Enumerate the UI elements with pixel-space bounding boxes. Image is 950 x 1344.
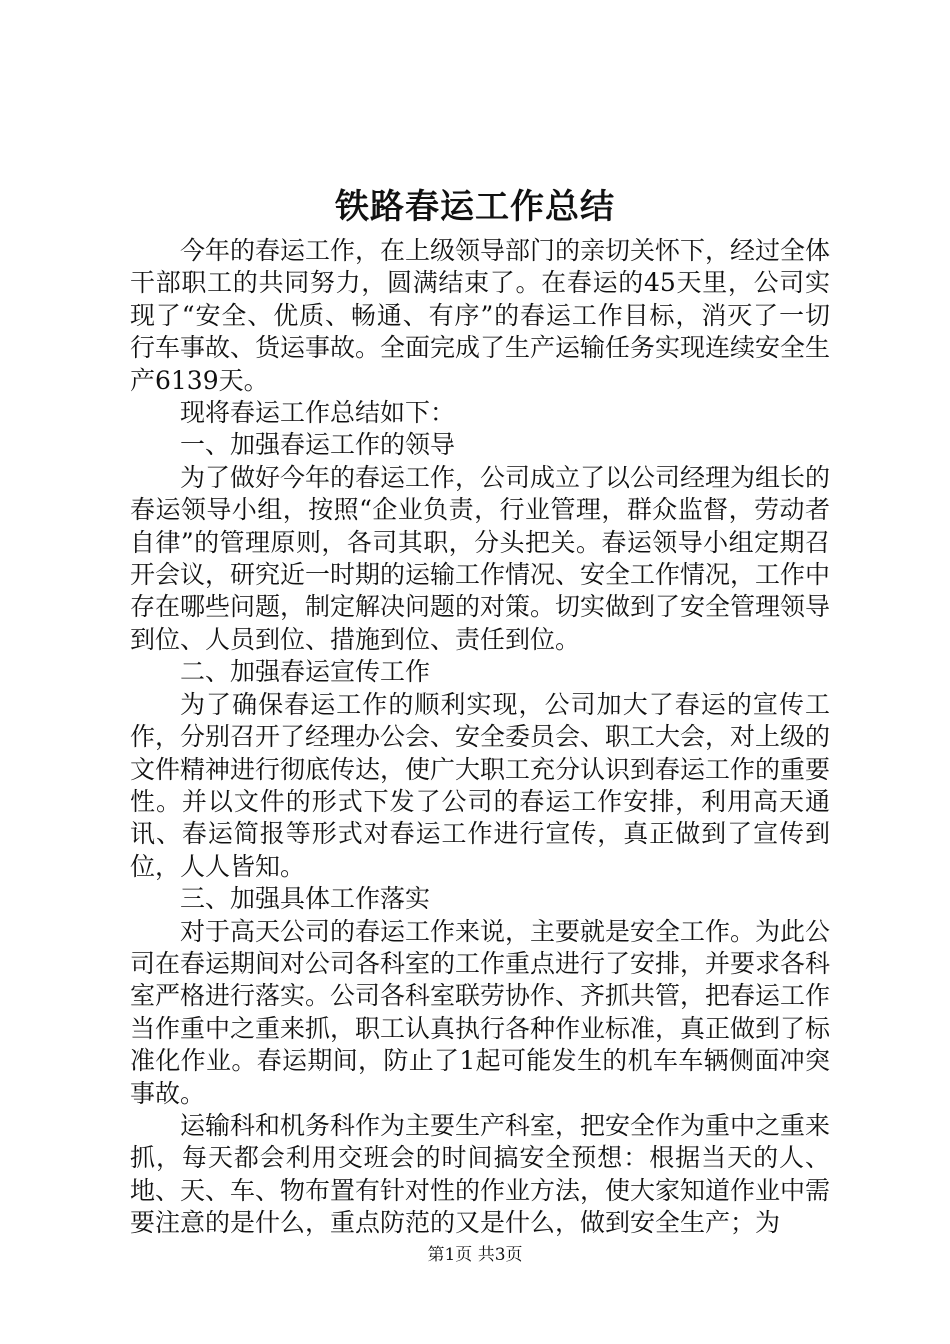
paragraph-section-2: 为了确保春运工作的顺利实现，公司加大了春运的宣传工作，分别召开了经理办公会、安全委员会、职工大会，对上级的文件精神进行彻底传达，使广大职工充分认识到春运工作的重要性。并以文件的形式下发了公司的春运工作安排，利用高天通讯、春运简报等形式对春运工作进行宣传，真正做到了宣传到位，人人皆知。 xyxy=(130,689,831,881)
document-body xyxy=(130,235,830,1240)
paragraph-section-3: 对于高天公司的春运工作来说，主要就是安全工作。为此公司在春运期间对公司各科室的工作重点进行了安排，并要求各科室严格进行落实。公司各科室联劳协作、齐抓共管，把春运工作当作重中之重来抓，职工认真执行各种作业标准，真正做到了标准化作业。春运期间，防止了1起可能发生的机车车辆侧面冲突事故。 xyxy=(130,916,831,1108)
paragraph-summary-lead: 现将春运工作总结如下： xyxy=(180,398,456,428)
page-footer: 第1页 共3页 xyxy=(427,1245,523,1265)
section-heading-2: 二、加强春运宣传工作 xyxy=(180,657,431,687)
section-heading-1: 一、加强春运工作的领导 xyxy=(180,430,456,460)
paragraph-intro: 今年的春运工作，在上级领导部门的亲切关怀下，经过全体干部职工的共同努力，圆满结束了。在春运的45天里，公司实现了“安全、优质、畅通、有序”的春运工作目标，消灭了一切行车事故、货运事故。全面完成了生产运输任务实现连续安全生产6139天。 xyxy=(130,236,831,395)
section-heading-3: 三、加强具体工作落实 xyxy=(180,884,431,914)
paragraph-section-1: 为了做好今年的春运工作，公司成立了以公司经理为组长的春运领导小组，按照“企业负责，行业管理，群众监督，劳动者自律”的管理原则，各司其职，分头把关。春运领导小组定期召开会议，研究近一时期的运输工作情况、安全工作情况，工作中存在哪些问题，制定解决问题的对策。切实做到了安全管理领导到位、人员到位、措施到位、责任到位。 xyxy=(130,462,831,654)
document-title: 铁路春运工作总结 xyxy=(335,187,615,227)
paragraph-section-3-cont: 运输科和机务科作为主要生产科室，把安全作为重中之重来抓，每天都会利用交班会的时间搞安全预想：根据当天的人、地、天、车、物布置有针对性的作业方法，使大家知道作业中需要注意的是什么，重点防范的又是什么，做到安全生产；为 xyxy=(130,1110,831,1238)
